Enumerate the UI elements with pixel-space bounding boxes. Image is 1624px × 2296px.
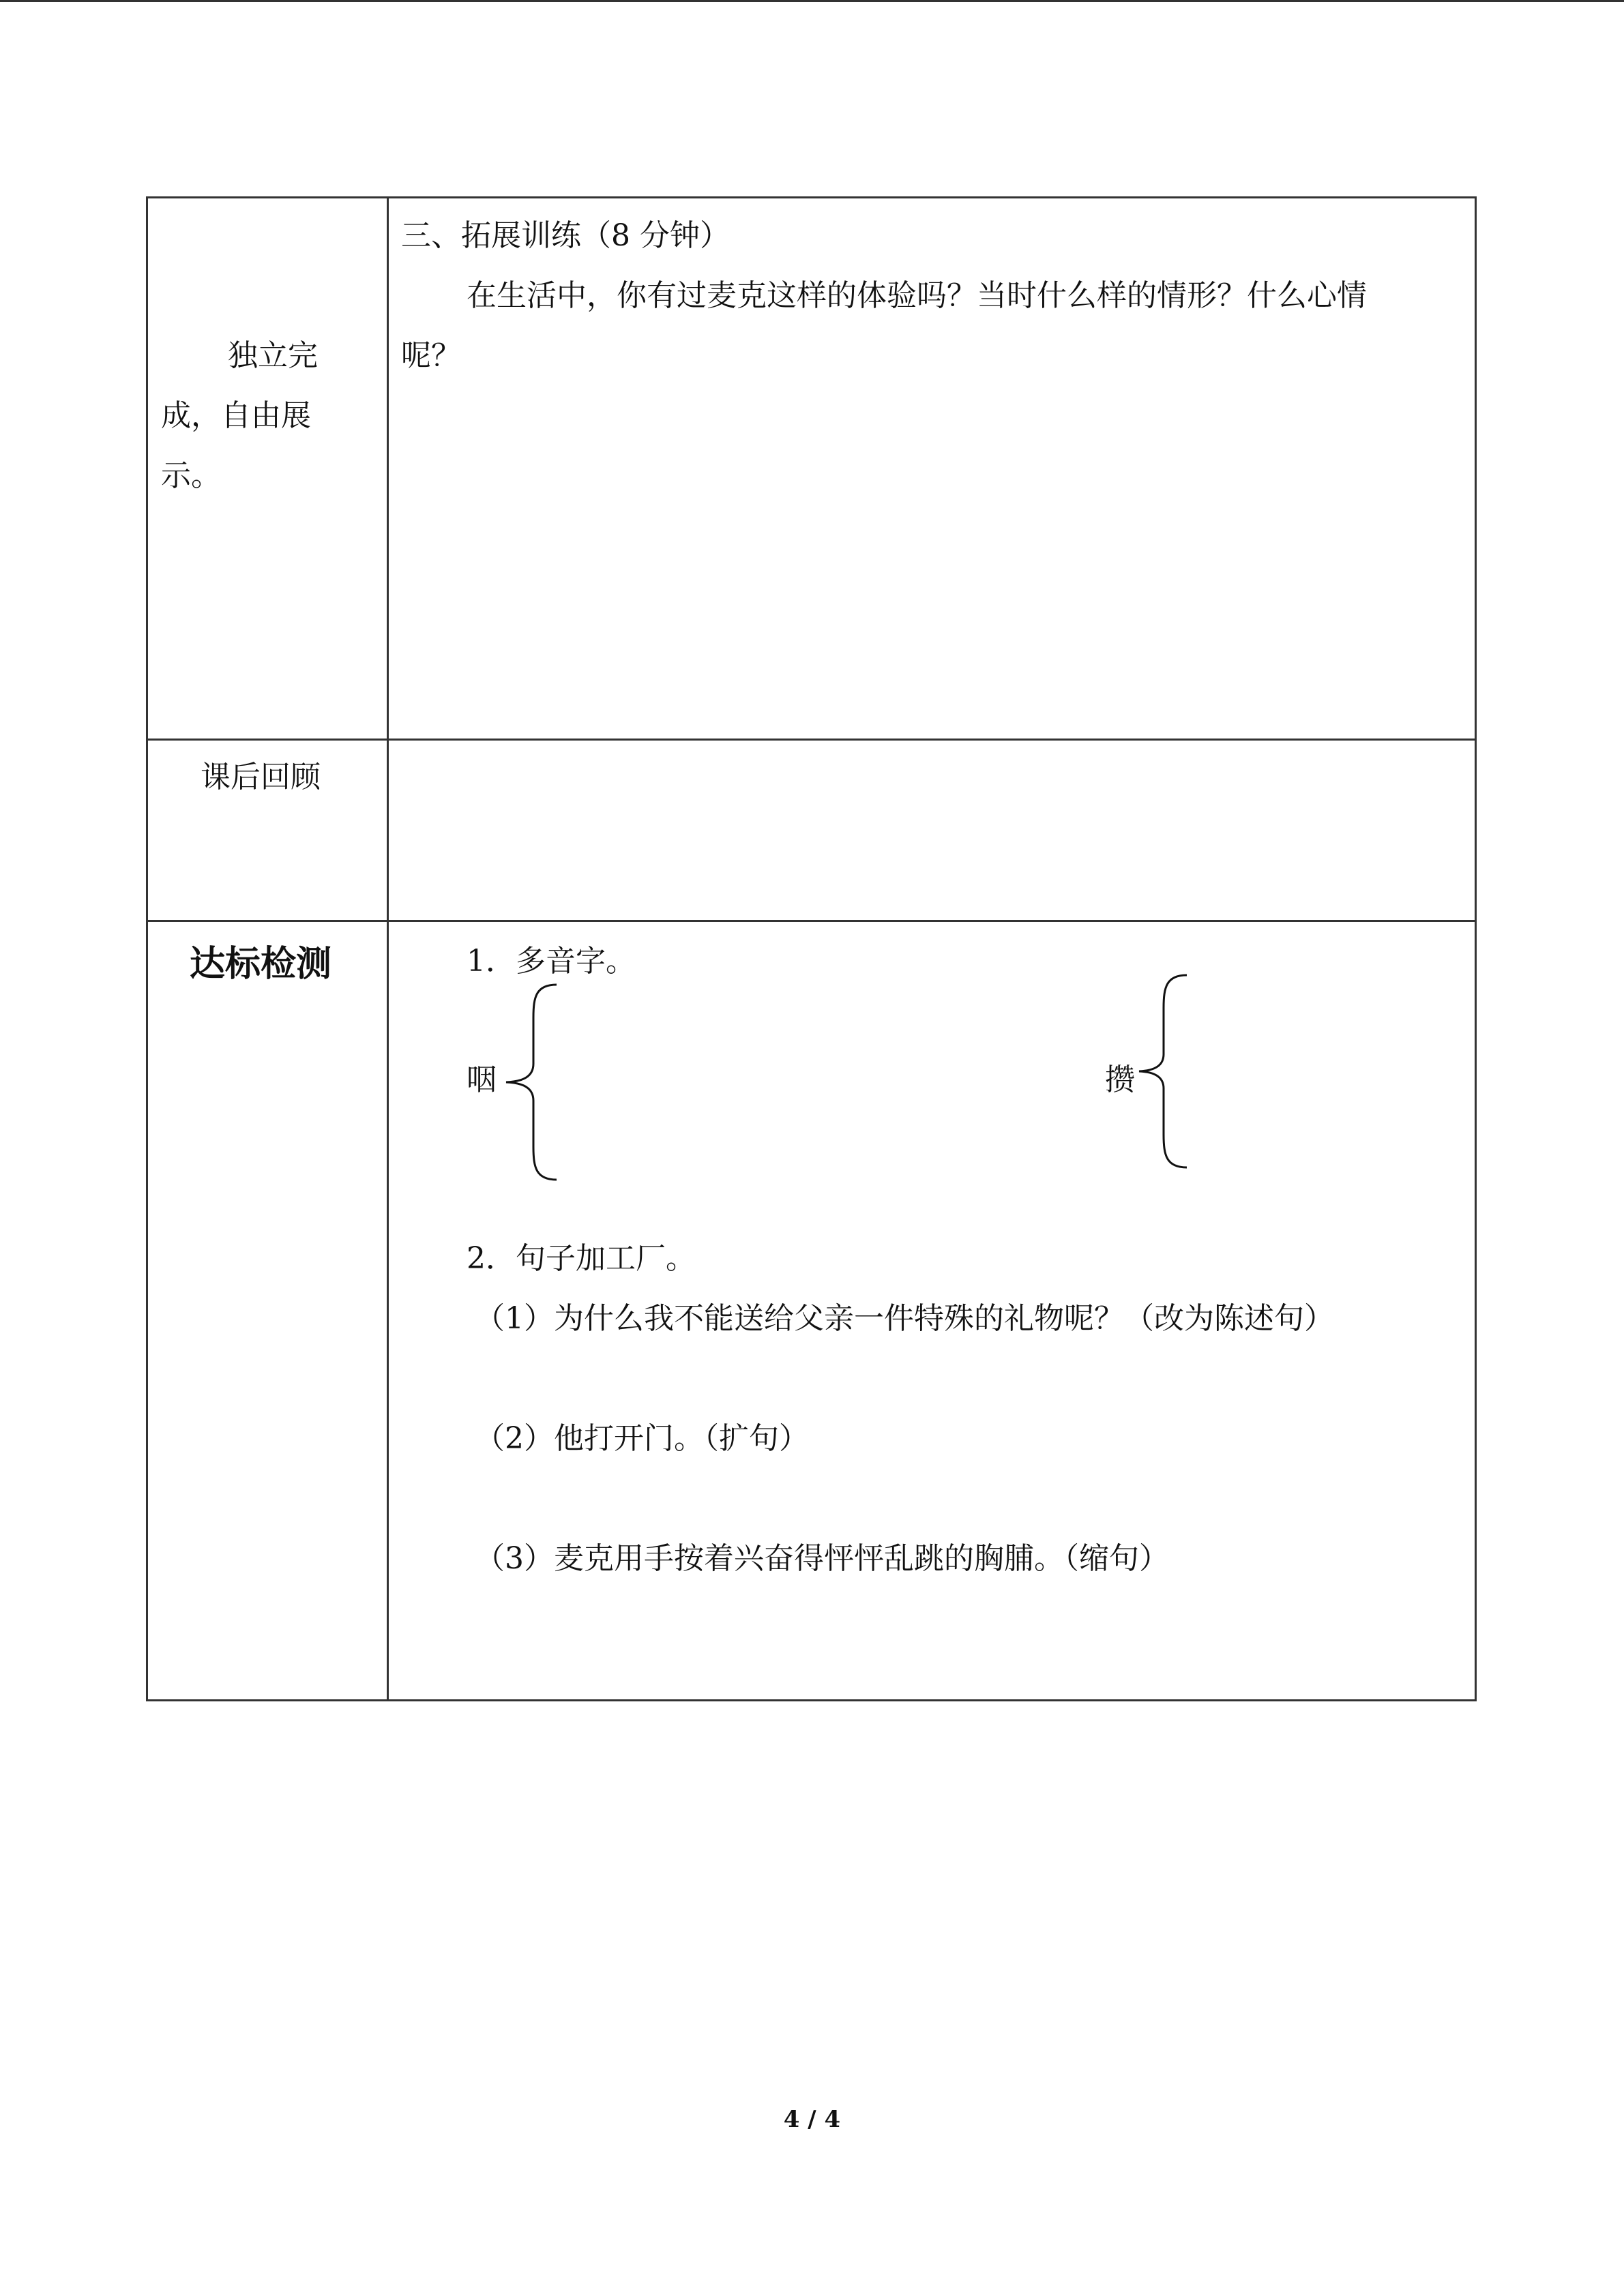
right-brace-2 (1136, 974, 1188, 1169)
extension-prompt-line-2: 呢？ (401, 338, 461, 373)
left-note-line-2: 成，自由展 (161, 398, 311, 433)
page-number: 4 / 4 (783, 2106, 841, 2133)
left-note-line-3: 示。 (161, 458, 221, 493)
worksheet-table (146, 196, 1477, 1701)
item1-title: 1．多音字。 (467, 944, 636, 979)
column-divider (387, 198, 389, 1699)
assessment-label: 达标检测 (190, 944, 332, 985)
item2-title: 2．句子加工厂。 (467, 1241, 696, 1276)
left-note-line-1: 独立完 (228, 338, 318, 373)
extension-prompt-line-1: 在生活中，你有过麦克这样的体验吗？当时什么样的情形？什么心情 (467, 278, 1367, 313)
review-label: 课后回顾 (201, 760, 321, 794)
polyphone-char-1: 咽 (467, 1062, 497, 1097)
question-3: （3）麦克用手按着兴奋得怦怦乱跳的胸脯。（缩句） (475, 1541, 1169, 1576)
page-top-border (0, 0, 1624, 2)
polyphone-char-2: 攒 (1105, 1062, 1135, 1097)
question-2: （2）他打开门。（扩句） (475, 1421, 809, 1456)
row-divider-1 (148, 739, 1475, 741)
question-1: （1）为什么我不能送给父亲一件特殊的礼物呢？（改为陈述句） (475, 1301, 1334, 1336)
section-heading-extension: 三、拓展训练（8 分钟） (401, 218, 730, 253)
left-brace-1 (503, 983, 558, 1181)
row-divider-2 (148, 920, 1475, 922)
